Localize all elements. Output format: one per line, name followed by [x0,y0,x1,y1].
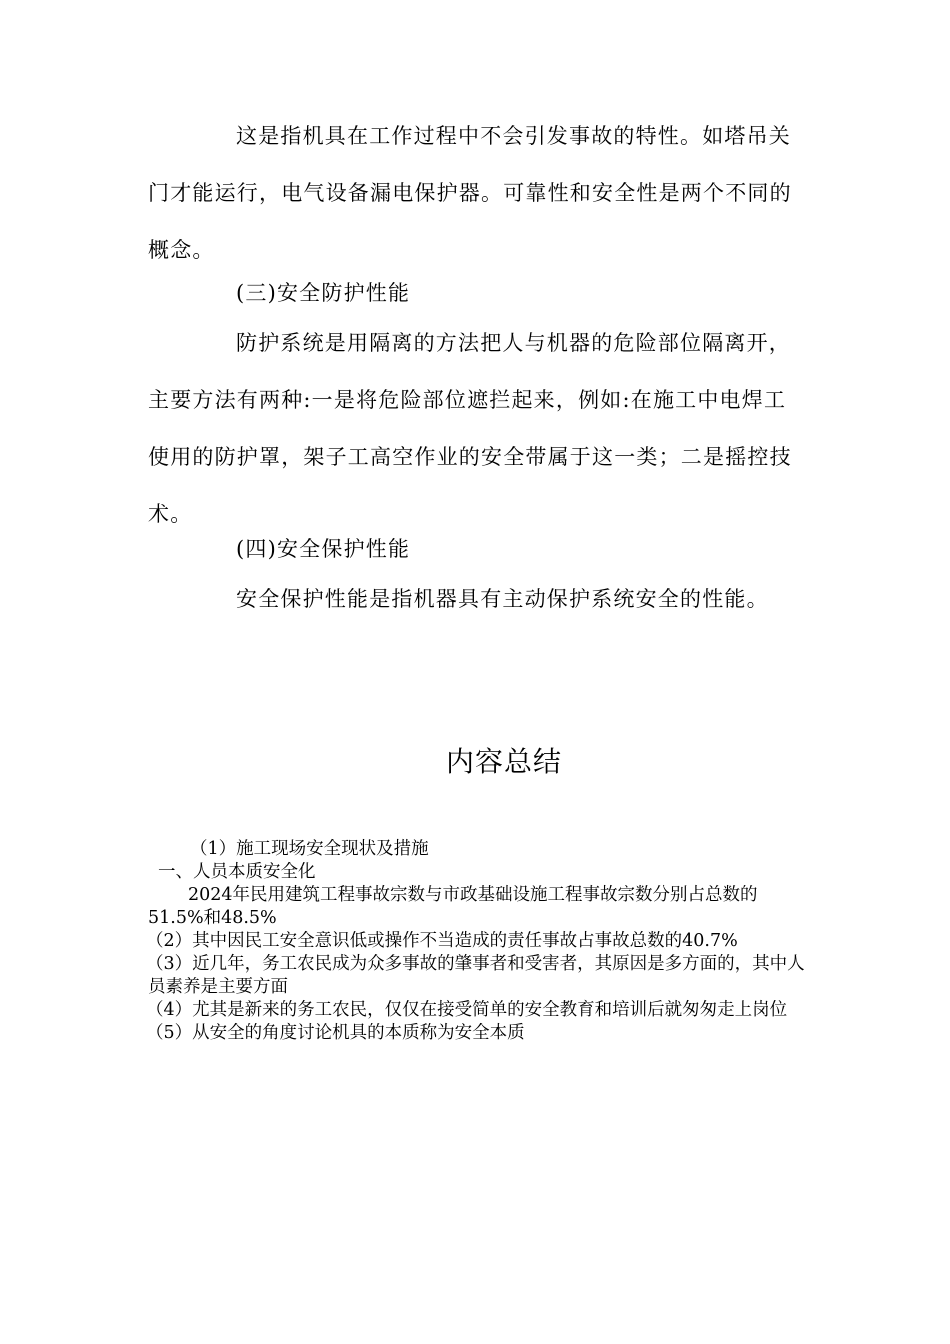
summary-title: 内容总结 [445,745,562,778]
summary-item: （4）尤其是新来的务工农民，仅仅在接受简单的安全教育和培训后就匆匆走上岗位 [146,1000,788,1020]
summary-item: （1）施工现场安全现状及措施 [190,839,429,859]
summary-item: 2024年民用建筑工程事故宗数与市政基础设施工程事故宗数分别占总数的51.5%和48.5% [148,885,758,928]
paragraph-protection-system: 防护系统是用隔离的方法把人与机器的危险部位隔离开，主要方法有两种:一是将危险部位遮拦起来，例如:在施工中电焊工使用的防护罩，架子工高空作业的安全带属于这一类；二是摇控技术。 [148,331,792,526]
summary-item: （5）从安全的角度讨论机具的本质称为安全本质 [146,1023,525,1043]
section-heading-4: (四)安全保护性能 [236,537,411,561]
summary-item: 一、人员本质安全化 [158,862,316,882]
summary-item: （3）近几年，务工农民成为众多事故的肇事者和受害者，其原因是多方面的，其中人员素养是主要方面 [146,954,805,997]
summary-list [148,838,808,1045]
summary-item: （2）其中因民工安全意识低或操作不当造成的责任事故占事故总数的40.7% [146,931,738,951]
paragraph-safety-protection: 安全保护性能是指机器具有主动保护系统安全的性能。 [236,587,769,611]
paragraph-reliability: 这是指机具在工作过程中不会引发事故的特性。如塔吊关门才能运行，电气设备漏电保护器。可靠性和安全性是两个不同的概念。 [148,124,792,262]
section-heading-3: (三)安全防护性能 [236,281,411,305]
